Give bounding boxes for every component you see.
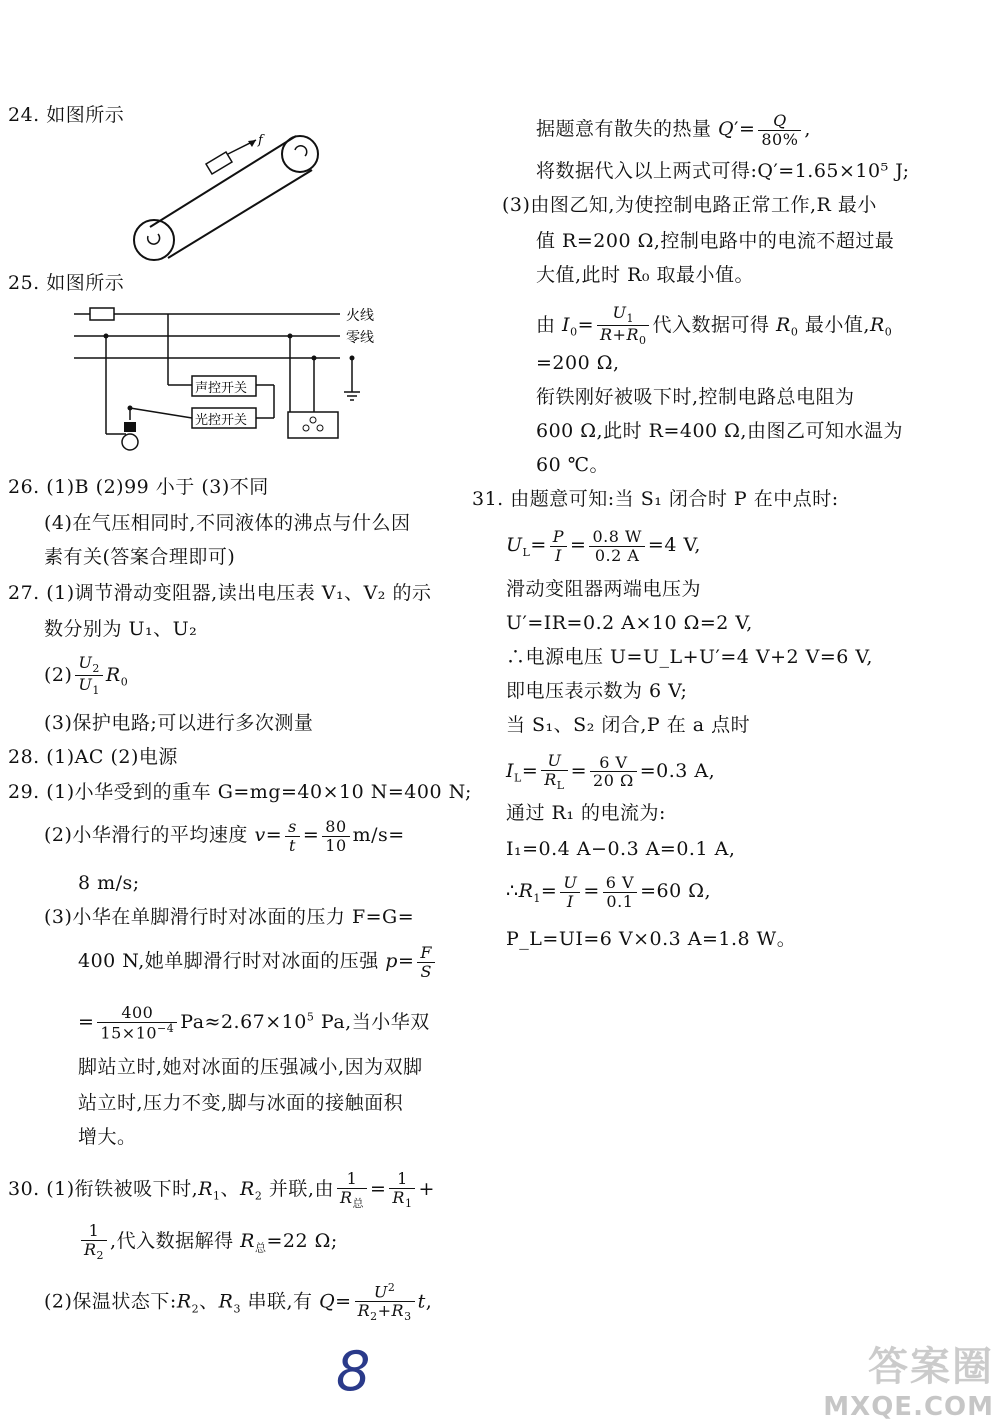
q31-line3: U′=IR=0.2 A×10 Ω=2 V, <box>506 612 753 634</box>
zero-line-label: 零线 <box>346 330 374 346</box>
q25-label: 25. 如图所示 <box>8 272 125 294</box>
watermark-top: 答案圈 <box>868 1344 994 1390</box>
right-line8: 60 ℃。 <box>536 454 609 476</box>
light-switch-label: 光控开关 <box>195 413 248 428</box>
q26-line2: (4)在气压相同时,不同液体的沸点与什么因 <box>44 512 411 534</box>
q29-line5: 站立时,压力不变,脚与冰面的接触面积 <box>78 1092 404 1114</box>
force-f-label: f <box>258 133 263 148</box>
q31-line4: ∴电源电压 U=U_L+U′=4 V+2 V=6 V, <box>506 646 873 668</box>
right-line3: 值 R=200 Ω,控制电路中的电流不超过最 <box>536 230 895 252</box>
q29-line1: 29. (1)小华受到的重车 G=mg=40×10 N=400 N; <box>8 781 472 803</box>
q31-line9: P_L=UI=6 V×0.3 A=1.8 W。 <box>506 928 797 950</box>
q31-line5: 即电压表示数为 6 V; <box>506 680 688 702</box>
q31-line6: 当 S₁、S₂ 闭合,P 在 a 点时 <box>506 714 751 736</box>
right-line4: 大值,此时 R₀ 取最小值。 <box>536 264 755 286</box>
q27-line3: (3)保护电路;可以进行多次测量 <box>44 712 314 734</box>
q27-line1: 27. (1)调节滑动变阻器,读出电压表 V₁、V₂ 的示 <box>8 582 432 604</box>
q29-line3: (3)小华在单脚滑行时对冰面的压力 F=G= <box>44 906 415 928</box>
q30-line2: $\frac{1}{R_2}$ ,代入数据解得 $R_总=22$ Ω; <box>78 1222 338 1262</box>
right-line5: =200 Ω, <box>536 352 620 374</box>
q29-speed: (2)小华滑行的平均速度 v= $\frac{s}{t}$ = $\frac{80}{10}$ m/s= <box>44 817 405 855</box>
q31-r1-formula: $\therefore R_1=$ $\frac{U}{I}$ = $\frac{6 V}{0.1}$ =60 Ω, <box>506 873 711 911</box>
q24-label: 24. 如图所示 <box>8 104 125 126</box>
right-line6: 衔铁刚好被吸下时,控制电路总电阻为 <box>536 386 855 408</box>
q27-line2: 数分别为 U₁、U₂ <box>44 618 198 640</box>
conveyor-figure <box>128 132 328 262</box>
sound-switch-label: 声控开关 <box>195 381 248 396</box>
q31-il-formula: $I_L=$ $\frac{U}{R_L}$ = $\frac{6 V}{20 \Omega}$ =0.3 A, <box>506 751 716 792</box>
q29-line4: 脚站立时,她对冰面的压强减小,因为双脚 <box>78 1056 423 1078</box>
circuit-figure <box>70 300 390 470</box>
q28-line: 28. (1)AC (2)电源 <box>8 746 178 768</box>
right-line2: (3)由图乙知,为使控制电路正常工作,R 最小 <box>502 194 877 216</box>
q31-line8: I₁=0.4 A−0.3 A=0.1 A, <box>506 838 736 860</box>
page-number: 8 <box>336 1340 371 1403</box>
fire-line-label: 火线 <box>346 308 374 324</box>
q29-pressure: 400 N,她单脚滑行时对冰面的压强 p= $\frac{F}{S}$ <box>78 944 438 980</box>
q26-line1: 26. (1)B (2)99 小于 (3)不同 <box>8 476 269 498</box>
q29-line2: 8 m/s; <box>78 872 140 894</box>
right-line7: 600 Ω,此时 R=400 Ω,由图乙可知水温为 <box>536 420 903 442</box>
q30-line3: (2)保温状态下$:R_2$、$R_3$ 串联,有 Q= $\frac{U^2}{R_2+R_3}$ t, <box>44 1281 433 1324</box>
q31-line2: 滑动变阻器两端电压为 <box>506 578 702 600</box>
right-current-formula: 由 $I_0=$ $\frac{U_1}{R+R_0}$ 代入数据可得 $R_0$ 最小值$,R_0$ <box>536 303 893 348</box>
q30-line1: 30. (1)衔铁被吸下时$,R_1$、$R_2$ 并联,由 $\frac{1}{R_总}$ = $\frac{1}{R_1}$ + <box>8 1169 435 1210</box>
watermark <box>823 1335 994 1422</box>
q29-calc: = $\frac{400}{15\times 10^{-4}}$ $Pa\approx 2.67\times 10^5$ Pa,当小华双 <box>78 1003 430 1042</box>
q29-line6: 增大。 <box>78 1126 137 1148</box>
q31-ul-formula: $U_L=$ $\frac{P}{I}$ = $\frac{0.8 W}{0.2 A}$ =4 V, <box>506 527 701 565</box>
q31-line7: 通过 R₁ 的电流为: <box>506 802 666 824</box>
q27-formula: (2) $\frac{U_2}{U_1}$ $R_0$ <box>44 653 129 698</box>
watermark-bottom: MXQE.COM <box>823 1392 994 1422</box>
right-line1: 将数据代入以上两式可得:Q′=1.65×10⁵ J; <box>536 160 910 182</box>
q31-line1: 31. 由题意可知:当 S₁ 闭合时 P 在中点时: <box>472 488 839 510</box>
right-heat-loss: 据题意有散失的热量 Q′= $\frac{Q}{80\%}$ , <box>536 111 811 149</box>
q26-line3: 素有关(答案合理即可) <box>44 546 236 568</box>
